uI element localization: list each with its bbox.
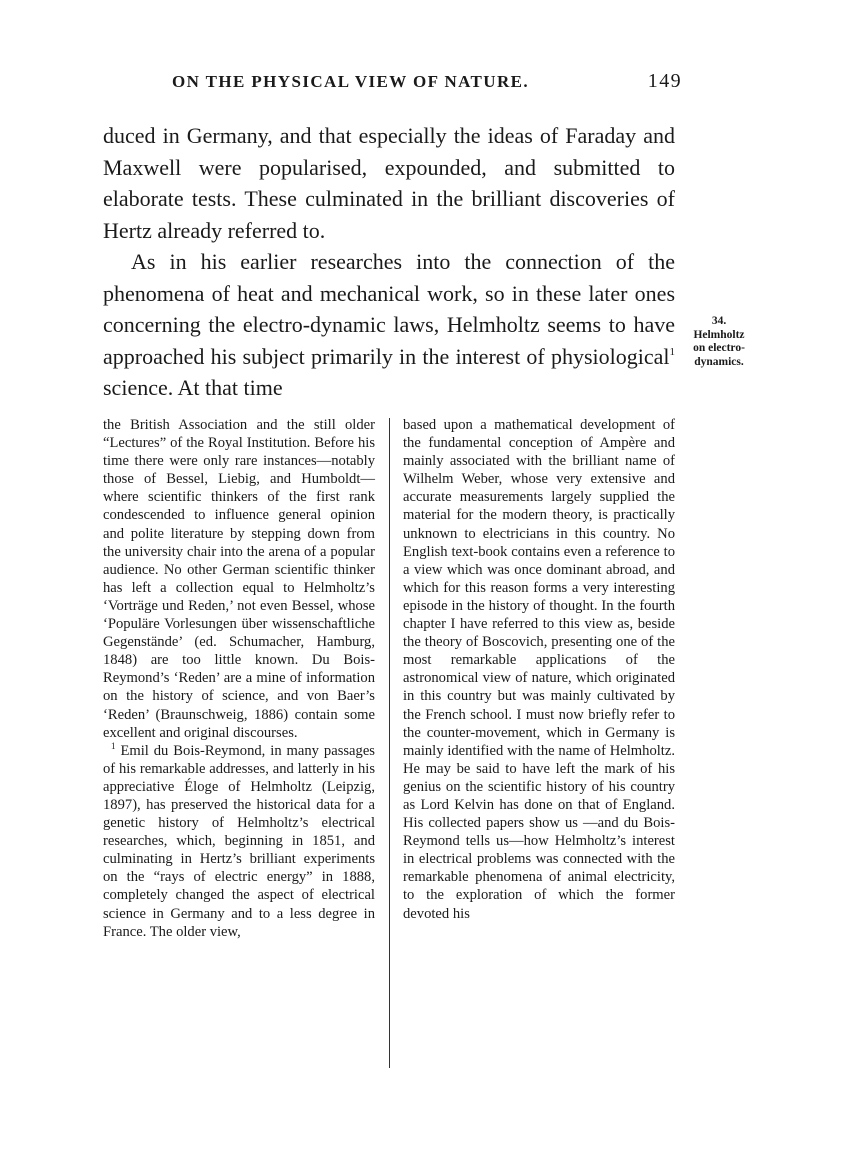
footnote-column-left (103, 416, 375, 1068)
paragraph-helmholtz (103, 246, 675, 404)
marginal-note-line: on electro- (693, 342, 745, 354)
footnote-continuation: the British Association and the still older “Lectures” of the Royal Institution. Before his time there were only rare instances—notably those of Bessel, Liebig, and Humboldt—where scientific thinkers of the first rank condescended to influence general opinion and polite literature by stepping down from the university chair into the arena of a popular audience. No other German scientific thinker has left a collection equal to Helmholtz’s ‘Vorträge und Reden,’ not even Bessel, whose ‘Populäre Vorlesungen über wissenschaftliche Gegenstände’ (ed. Schumacher, Hamburg, 1848) are too little known. Du Bois-Reymond’s ‘Reden’ are a mine of information on the history of science, and von Baer’s ‘Reden’ (Braunschweig, 1886) contain some excellent and original discourses. (103, 417, 375, 741)
page-number: 149 (647, 70, 682, 92)
marginal-note (678, 315, 760, 369)
paragraph-text-end: science. At that time (103, 375, 283, 400)
footnote-reference: 1 (669, 345, 675, 358)
marginal-note-line: dynamics. (694, 355, 744, 368)
footnote-1 (103, 742, 375, 941)
paragraph-text: As in his earlier researches into the connection of the phenomena of heat and mechanical work, so in these later ones concerning the electro-dynamic laws, Helmholtz seems to have approached his subject primarily in the interest of physiological (103, 249, 675, 369)
footnote-marker: 1 (111, 740, 116, 751)
marginal-note-line: Helmholtz (693, 328, 745, 341)
footnote-column-right (403, 416, 675, 1068)
column-divider (389, 418, 390, 1068)
running-title: ON THE PHYSICAL VIEW OF NATURE. (172, 72, 530, 91)
main-text (103, 120, 675, 404)
footnote-1-text: Emil du Bois-Reymond, in many passages of his remarkable addresses, and latterly in his appreciative Éloge of Helmholtz (Leipzig, 1897), has preserved the historical data for a genetic history of Helmholtz’s electrical researches, which, beginning in 1851, and culminating in Hertz’s brilliant experiments on the “rays of electric energy” in 1888, completely changed the aspect of electrical science in Germany and to a less degree in France. The older view, (103, 742, 375, 940)
running-head (172, 70, 682, 93)
paragraph-continued: duced in Germany, and that especially the ideas of Faraday and Maxwell were popularised, expounded, and submitted to elaborate tests. These culminated in the brilliant discoveries of Hertz already referred to. (103, 123, 675, 243)
marginal-note-number: 34. (711, 315, 727, 327)
footnote-1-continued: based upon a mathematical development of the fundamental conception of Ampère and mainly associated with the brilliant name of Wilhelm Weber, whose very extensive and accurate measurements largely supplied the material for the modern theory, is practically unknown to electricians in this country. No English text-book contains even a reference to a view which was once dominant abroad, and which for this reason forms a very interesting episode in the history of thought. In the fourth chapter I have referred to this view as, beside the theory of Boscovich, presenting one of the most remarkable applications of the astronomical view of nature, which originated in this country but was mainly cultivated by the French school. I must now briefly refer to the counter-movement, which in Germany is mainly identified with the name of Helmholtz. He may be said to have left the mark of his genius on the scientific history of his country as Lord Kelvin has done on that of England. His collected papers show us —and du Bois-Reymond tells us—how Helmholtz’s interest in electrical problems was connected with the remarkable phenomena of animal electricity, to the exploration of which the former devoted his (403, 417, 675, 922)
footnotes (103, 416, 675, 1068)
